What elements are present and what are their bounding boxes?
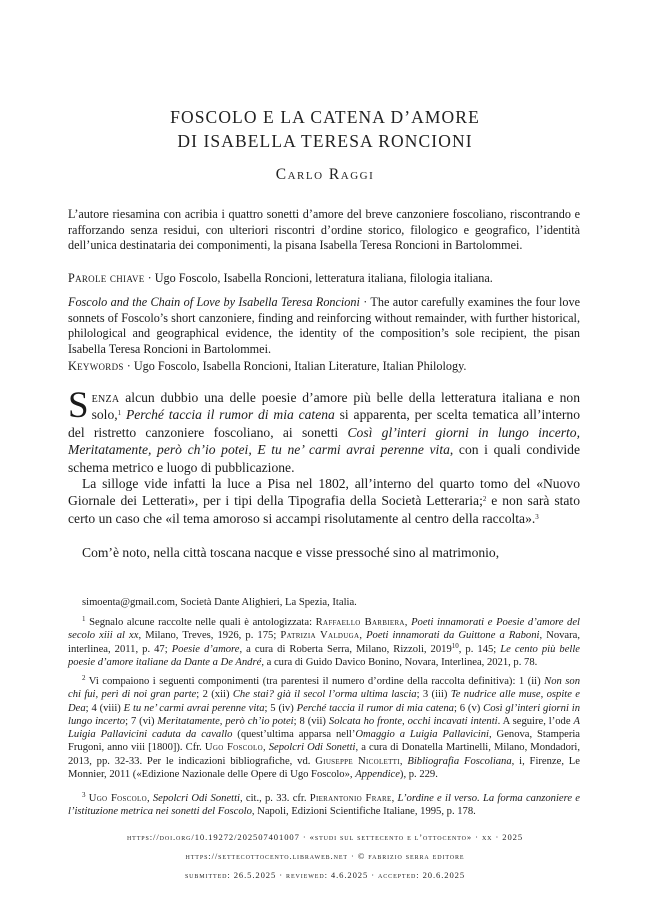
footer-doi-line: https://doi.org/10.19272/202507401007 · «studi sul settecento e l’ottocento» · xx · 2025: [126, 832, 524, 842]
fn1-title-4: Le cento più belle poesie d’amore italiane da Dante a De André: [68, 643, 581, 668]
author-name: Carlo Raggi: [275, 166, 375, 183]
footnote-ref-3[interactable]: 3: [535, 512, 539, 521]
fn3-b: ,: [146, 793, 153, 804]
fn3-author-1: Ugo Foscolo: [88, 793, 147, 804]
fn2-f: ; 6 (v): [453, 702, 484, 714]
footnote-3-body: [68, 792, 580, 819]
fn2-a: Vi compaiono i seguenti componimenti (tra parentesi il numero d’ordine della raccolta definitiva): 1 (ii): [85, 676, 545, 687]
fn2-i9: A Luigia Pallavicini caduta da cavallo: [68, 715, 580, 741]
footnote-ref-1[interactable]: 1: [117, 409, 122, 418]
fn2-p: ), p. 229.: [399, 769, 438, 781]
p3-text: Com’è noto, nella città toscana nacque e visse pressoché sino al matrimonio,: [82, 545, 500, 560]
fn2-i1: Non son chi fui, perì di noi gran parte: [68, 676, 580, 701]
article-title-line-2: DI ISABELLA TERESA RONCIONI: [177, 131, 473, 151]
footnote-2-body: [68, 675, 580, 781]
p1-text-1: alcun dubbio una delle poesie d’amore più belle della letteratura italiana e non solo,: [91, 390, 580, 423]
fn1-f: , a cura di Roberta Serra, Milano, Rizzoli, 2019: [239, 643, 452, 655]
fn2-j: (quest’ultima apparsa nell’: [232, 729, 356, 741]
footnote-3-number: 3: [82, 791, 86, 799]
abstract-english-text: · The autor carefully examines the four love sonnets of Foscolo’s short canzoniere, finding and reinforcing without remainder, with further historical, philological and geographical evidence, the identity of the composition’s sole recipient, the pisan Isabella Teresa Roncioni in Bartolommei.: [68, 295, 580, 357]
fn2-i7: Meritatamente, però ch’io potei: [157, 715, 294, 727]
fn3-d: ,: [391, 793, 398, 804]
fn2-i8: Solcata ho fronte, occhi incavati intenti: [328, 715, 498, 727]
fn3-author-2: Pierantonio Frare: [309, 793, 392, 804]
fn1-d: ,: [359, 630, 367, 642]
body-paragraph-3: [68, 544, 580, 561]
fn1-edition-sup: 10: [451, 641, 459, 650]
fn1-h: , a cura di Guido Davico Bonino, Novara, Interlinea, 2021, p. 78.: [261, 656, 538, 668]
fn2-k: , Genova, Stamperia Frugoni, anno viii [1800]). Cfr.: [68, 729, 580, 754]
fn2-g: ; 7 (vi): [125, 715, 158, 727]
footnote-3: [68, 792, 580, 819]
keywords-english: [68, 359, 580, 375]
fn2-l: ,: [262, 742, 269, 754]
fn2-m: , a cura di Donatella Martinelli, Milano, Mondadori, 2013, pp. 32-33. Per le indicazioni bibliografiche, vd.: [68, 742, 581, 767]
footnote-2-number: 2: [82, 674, 86, 682]
fn2-i11: Sepolcri Odi Sonetti: [268, 742, 356, 754]
fn3-title-1: Sepolcri Odi Sonetti: [152, 793, 240, 804]
fn2-i2: Che stai? già il secol l’orma ultima lascia: [232, 689, 417, 701]
keywords-list-en: · Ugo Foscolo, Isabella Roncioni, Italian Literature, Italian Philology.: [123, 359, 467, 373]
footer-dates-line: submitted: 26.5.2025 · reviewed: 4.6.2025 · accepted: 20.6.2025: [184, 870, 466, 880]
fn2-i10: Omaggio a Luigia Pallavicini: [355, 729, 489, 741]
fn2-i6: Così gl’interi giorni in lungo incerto: [68, 702, 580, 727]
footnote-2: [68, 675, 580, 781]
fn2-i: . A seguire, l’ode: [497, 715, 574, 727]
article-title-line-1: FOSCOLO E LA CATENA D’AMORE: [170, 107, 480, 127]
p1-italic-2: Così gl’interi giorni in lungo incerto, Meritatamente, però ch’io potei, E tu ne’ carmi avrai perenne vita: [68, 424, 580, 458]
fn2-e: ; 5 (iv): [264, 702, 297, 714]
abstract-english-title: Foscolo and the Chain of Love by Isabella Teresa Roncioni: [68, 295, 360, 309]
fn2-author-1: Ugo Foscolo: [204, 742, 263, 754]
footnote-1-number: 1: [82, 615, 86, 623]
author-affiliation: simoenta@gmail.com, Società Dante Alighieri, La Spezia, Italia.: [82, 597, 357, 608]
keywords-list: · Ugo Foscolo, Isabella Roncioni, letteratura italiana, filologia italiana.: [144, 271, 493, 285]
p1-text-2: si apparenta, per scelta tematica all’interno del ristretto canzoniere foscoliano, ai sonetti: [68, 407, 580, 440]
fn2-h: ; 8 (vii): [293, 715, 329, 727]
p1-italic-1: Perché taccia il rumor di mia catena: [121, 407, 335, 423]
p2-text-2: e non sarà stato certo un caso che «il tema amoroso si accampi risolutamente al centro della raccolta».: [68, 493, 581, 526]
fn2-d: ; 4 (viii): [85, 702, 124, 714]
fn2-i13: Appendice: [355, 769, 400, 781]
fn1-g: , p. 145;: [458, 643, 501, 655]
p2-text-1: La silloge vide infatti la luce a Pisa nel 1802, all’interno del quarto tomo del «Nuovo Giornale dei Letterati», per i tipi della Tipografia della Società Letteraria;: [68, 476, 580, 509]
keywords-italian: [68, 271, 580, 287]
footnote-1-body: [68, 616, 580, 669]
fn2-i5: Perché taccia il rumor di mia catena: [296, 702, 454, 714]
fn3-title-2: L’ordine e il verso. La forma canzoniere e l’istituzione metrica nei sonetti del Foscolo: [68, 793, 581, 818]
fn1-title-3: Poesie d’amore: [171, 643, 240, 655]
fn2-c: ; 3 (iii): [416, 689, 451, 701]
fn1-a: Segnalo alcune raccolte nelle quali è antologizzata:: [85, 617, 316, 628]
fn1-author-1: Raffaello Barbiera: [315, 617, 405, 628]
fn3-c: , cit., p. 33. cfr.: [239, 793, 310, 804]
fn2-i3: Te nudrice alle muse, ospite e Dea: [68, 689, 580, 714]
p1-text-3: , con i quali condivide schema metrico e luogo di pubblicazione.: [68, 442, 580, 475]
footnote-1: [68, 616, 580, 669]
fn2-o: , i, Firenze, Le Monnier, 2011 («Edizione Nazionale delle Opere di Ugo Foscolo»,: [68, 755, 580, 781]
drop-cap: S: [68, 385, 89, 426]
fn2-i12: Bibliografia Foscoliana: [407, 755, 512, 767]
keywords-label-en: Keywords: [68, 359, 124, 373]
fn2-n: ,: [399, 755, 408, 767]
keywords-label: Parole chiave: [68, 271, 145, 285]
p2-indent: [68, 475, 580, 527]
fn1-e: , Novara, interlinea, 2011, p. 47;: [68, 630, 581, 655]
opening-word: enza: [91, 390, 120, 405]
fn1-author-2: Patrizia Valduga: [280, 630, 360, 642]
fn2-author-2: Giuseppe Nicoletti: [315, 755, 400, 767]
abstract-english: [68, 295, 580, 358]
fn1-c: , Milano, Treves, 1926, p. 175;: [138, 630, 281, 642]
body-paragraph-1: [68, 385, 580, 476]
body-paragraph-2: [68, 475, 580, 527]
fn1-b: ,: [404, 617, 412, 628]
fn2-i4: E tu ne’ carmi avrai perenne vita: [123, 702, 265, 714]
footer-publisher-line: https://settecottocento.libraweb.net · © fabrizio serra editore: [185, 851, 465, 861]
footnote-ref-2[interactable]: 2: [482, 495, 487, 504]
fn2-b: ; 2 (xii): [196, 689, 233, 701]
fn1-title-1: Poeti innamorati e Poesie d’amore del secolo xiii al xx: [68, 617, 580, 642]
fn3-e: , Napoli, Edizioni Scientifiche Italiane, 1995, p. 178.: [251, 806, 476, 818]
abstract-italian: L’autore riesamina con acribia i quattro sonetti d’amore del breve canzoniere foscoliano, riscontrando e rafforzando senza residui, con ulteriori riscontri d’ordine storico, filologico e geografico, l’identità dell’unica destinataria dei componimenti, la pisana Isabella Teresa Roncioni in Bartolommei.: [68, 207, 580, 253]
fn1-title-2: Poeti innamorati da Guittone a Raboni: [366, 630, 540, 642]
